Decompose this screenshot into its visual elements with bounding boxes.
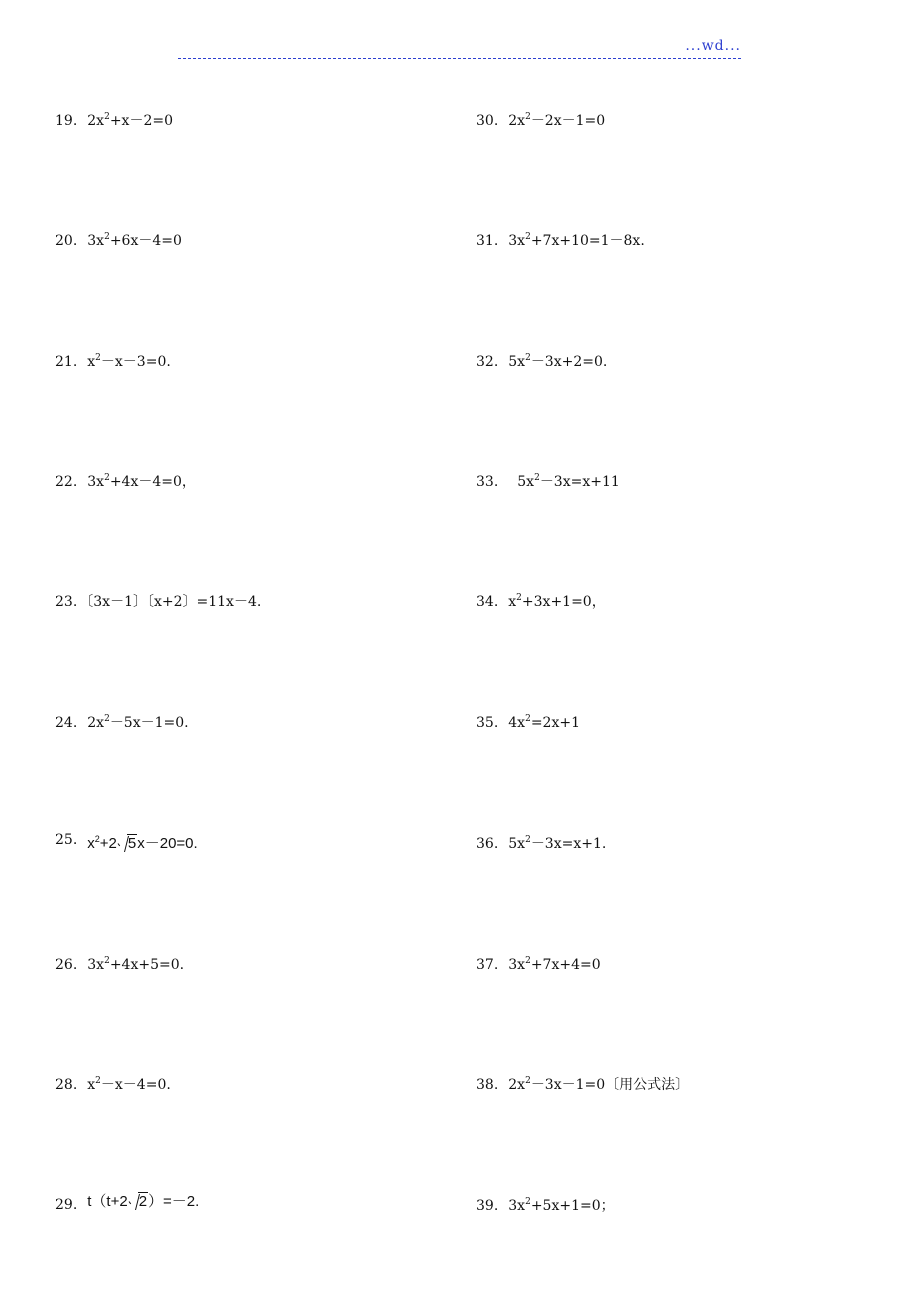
problem-28: 28. $x^2-x-4=0$. [55, 1076, 171, 1093]
problem-39: 39. $3x^2+5x+1=0$； [476, 1197, 615, 1214]
problem-32: 32. $5x^2-3x+2=0$. [476, 353, 608, 370]
problem-35: 35. $4x^2=2x+1$ [476, 714, 580, 731]
header-text: ...wd... [685, 38, 741, 54]
equation-image-25: $x^2+2$ 5x－20=0. [87, 834, 198, 852]
problem-20: 20. $3x^2+6x-4=0$ [55, 232, 182, 249]
problem-24: 24. $2x^2-5x-1=0$. [55, 714, 189, 731]
problem-23: 23. 〔3x－1〕〔x+2〕=11x－4. [55, 594, 262, 610]
problem-37: 37. $3x^2+7x+4=0$ [476, 956, 601, 973]
problem-26: 26. $3x^2+4x+5=0$. [55, 956, 185, 973]
sqrt-symbol: 5 [118, 834, 137, 854]
equation-image-29: t（t+2 2）=－2. [87, 1193, 200, 1210]
problem-34: 34. $x^2+3x+1=0$， [476, 593, 606, 610]
page-header [178, 38, 741, 59]
problem-38: 38. $2x^2-3x-1=0$〔用公式法〕 [476, 1076, 690, 1093]
problem-25: 25. $x^2+2$ 5x－20=0. [55, 832, 198, 852]
problem-33: 33. $5x^2-3x=x+11$ [476, 473, 620, 490]
problem-31: 31. $3x^2+7x+10=1-8x$. [476, 232, 645, 249]
problem-36: 36. $5x^2-3x=x+1$. [476, 835, 607, 852]
sqrt-symbol: 2 [129, 1192, 148, 1212]
problem-30: 30. $2x^2-2x-1=0$ [476, 112, 606, 129]
problem-19: 19. $2x^2+x-2=0$ [55, 112, 173, 129]
problem-29: 29. t（t+2 2）=－2. [55, 1193, 200, 1213]
problem-22: 22. $3x^2+4x-4=0$， [55, 473, 196, 490]
problem-21: 21. $x^2-x-3=0$. [55, 353, 171, 370]
